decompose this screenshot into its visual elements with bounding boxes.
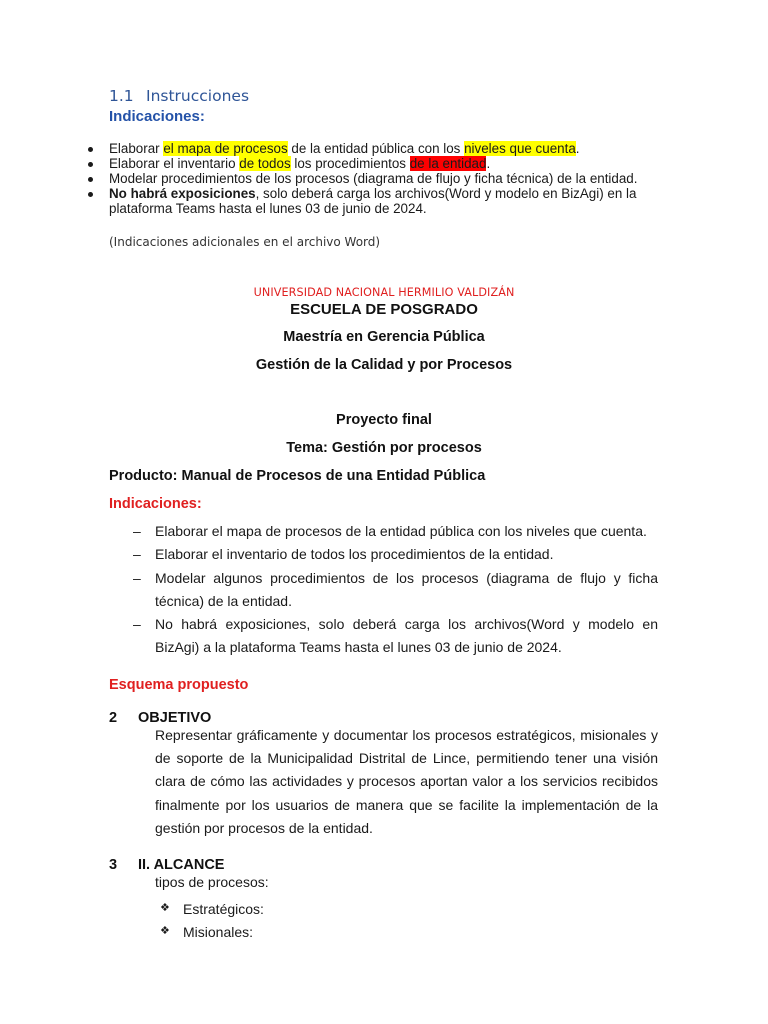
dash-list-item [133, 543, 658, 566]
bullet-text-segment: Elaborar el inventario [109, 156, 240, 171]
dash-list-text: No habrá exposiciones, solo deberá carga los archivos(Word y modelo en BizAgi) a la plataforma Teams hasta el lunes 03 de junio de 2024. [155, 616, 658, 656]
dash-list-item [133, 520, 658, 543]
section-title: Instrucciones [146, 87, 250, 105]
alcance-intro: tipos de procesos: [155, 874, 269, 890]
bullet-text-segment: . [486, 156, 491, 171]
process-type-label: Estratégicos: [183, 901, 264, 917]
alcance-number: 3 [109, 857, 118, 873]
dash-bullet-icon: – [133, 616, 141, 633]
bullet-item [88, 141, 637, 156]
bullet-item [88, 171, 637, 186]
additional-note: (Indicaciones adicionales en el archivo Word) [109, 235, 381, 249]
bullet-item [88, 156, 637, 171]
alcance-title: II. ALCANCE [138, 857, 225, 873]
bullet-text-segment: plataforma Teams hasta el lunes 03 de junio de 2024. [109, 201, 427, 216]
course-title: Gestión de la Calidad y por Procesos [255, 357, 513, 373]
bullet-text-segment: los procedimientos [290, 156, 410, 171]
bullet-text-segment: niveles que cuenta [464, 141, 576, 156]
bullet-list [88, 141, 637, 216]
dash-list-text: Elaborar el inventario de todos los procedimientos de la entidad. [155, 546, 554, 563]
bullet-text-segment: de la entidad [409, 156, 487, 171]
indicaciones-title: Indicaciones: [109, 108, 205, 125]
objetivo-title: OBJETIVO [138, 710, 212, 726]
diamond-bullet-icon: ❖ [160, 924, 170, 937]
product-title: Producto: Manual de Procesos de una Entidad Pública [109, 468, 486, 484]
bullet-text-segment: de todos [239, 156, 291, 171]
university-name: UNIVERSIDAD NACIONAL HERMILIO VALDIZÁN [253, 286, 515, 299]
dash-list-item [133, 613, 658, 660]
process-type-item [160, 921, 264, 944]
dash-bullet-icon: – [133, 569, 141, 586]
bullet-text-segment: . [575, 141, 580, 156]
bullet-text-segment: , solo deberá carga los archivos(Word y modelo en BizAgi) en la [255, 186, 637, 201]
objetivo-text: Representar gráficamente y documentar los procesos estratégicos, misionales y de soporte de la Municipalidad Distrital de Lince, permitiendo tener una visión clara de cómo las actividades y procesos aportan valor a los servicios recibidos finalmente por los usuarios de manera que se facilite la implementación de la gestión por procesos de la entidad. [155, 727, 658, 836]
diamond-bullet-icon: ❖ [160, 901, 170, 914]
bullet-continuation [88, 201, 637, 216]
section-number: 1.1 [109, 87, 134, 105]
bullet-text-segment: No habrá exposiciones [109, 186, 256, 201]
bullet-text-segment: de la entidad pública con los [287, 141, 465, 156]
process-type-list [160, 898, 264, 944]
objetivo-number: 2 [109, 710, 118, 726]
dash-list [133, 520, 658, 660]
bullet-text-segment: Modelar procedimientos de los procesos (diagrama de flujo y ficha técnica) de la entidad. [109, 171, 638, 186]
topic-title: Tema: Gestión por procesos [286, 440, 482, 456]
school-name: ESCUELA DE POSGRADO [290, 301, 478, 318]
section-heading-instrucciones [109, 87, 249, 105]
project-title: Proyecto final [336, 412, 432, 428]
dash-bullet-icon: – [133, 523, 141, 539]
bullet-item [88, 186, 637, 201]
bullet-text-segment: el mapa de procesos [163, 141, 288, 156]
indicaciones-red-title: Indicaciones: [109, 496, 202, 512]
bullet-dot-icon [88, 177, 93, 182]
process-type-item [160, 898, 264, 921]
bullet-dot-icon [88, 162, 93, 167]
dash-bullet-icon: – [133, 546, 141, 563]
bullet-dot-icon [88, 192, 93, 197]
process-type-label: Misionales: [183, 924, 254, 940]
dash-list-text: Elaborar el mapa de procesos de la entidad pública con los niveles que cuenta. [155, 523, 647, 539]
master-program: Maestría en Gerencia Pública [283, 329, 485, 345]
esquema-title: Esquema propuesto [109, 677, 249, 693]
bullet-dot-icon [88, 147, 93, 152]
dash-list-text: Modelar algunos procedimientos de los procesos (diagrama de flujo y ficha técnica) de la entidad. [155, 569, 658, 609]
bullet-text-segment: Elaborar [109, 141, 164, 156]
dash-list-item [133, 567, 658, 614]
